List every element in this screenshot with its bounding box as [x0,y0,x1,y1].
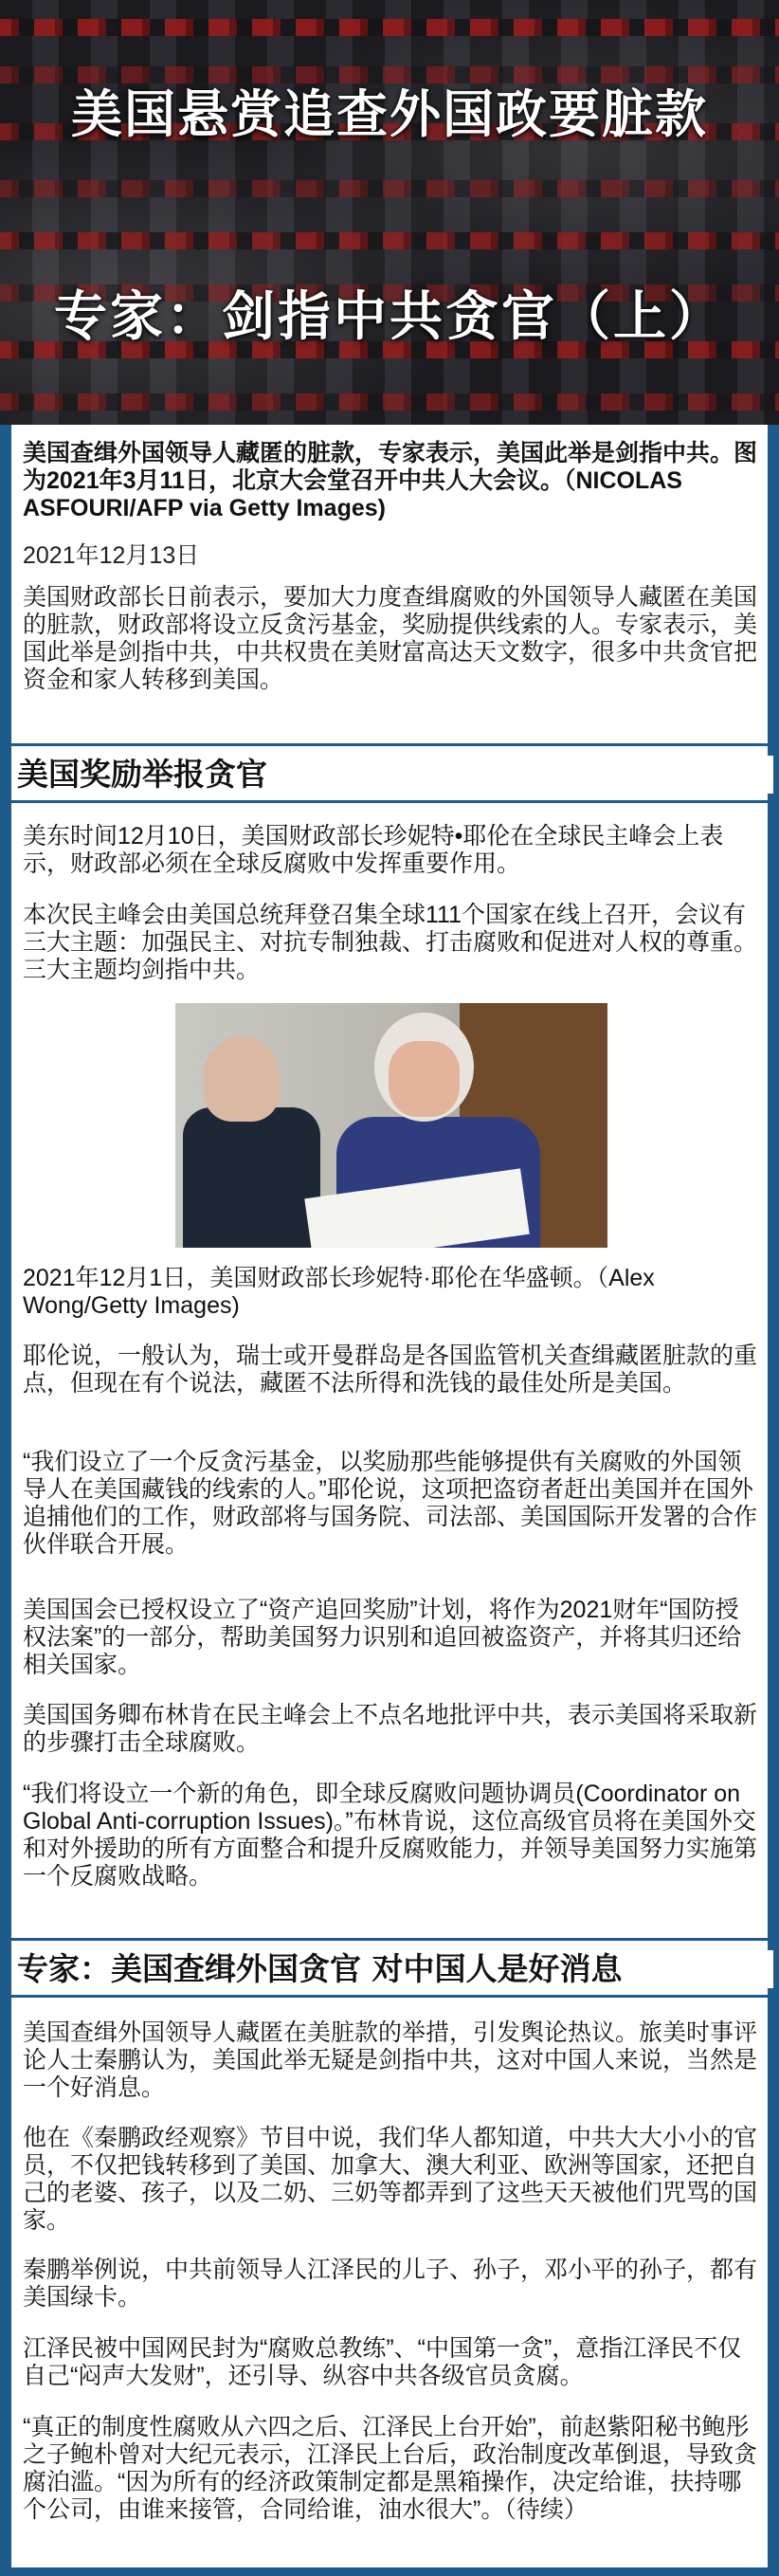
article-body [11,425,768,2567]
section-heading: 美国奖励举报贪官 [11,756,773,794]
paragraph: 江泽民被中国网民封为“腐败总教练”、“中国第一贪”，意指江泽民不仅自己“闷声大发财”，还引导、纵容中共各级官员贪腐。 [23,2335,742,2389]
headline-line1: 美国悬赏追查外国政要脏款 [71,84,708,144]
headline-line2: 专家：剑指中共贪官（上） [54,286,725,348]
article-date: 2021年12月13日 [23,542,200,569]
paragraph: 美东时间12月10日，美国财政部长珍妮特•耶伦在全球民主峰会上表示，财政部必须在全球反腐败中发挥重要作用。 [23,823,724,877]
paragraph: 美国国会已授权设立了“资产追回奖励”计划，将作为2021财年“国防授权法案”的一部分，帮助美国努力识别和追回被盗资产，并将其归还给相关国家。 [23,1597,742,1678]
paragraph: 美国查缉外国领导人藏匿在美脏款的举措，引发舆论热议。旅美时事评论人士秦鹏认为，美国此举无疑是剑指中共，这对中国人来说，当然是一个好消息。 [23,2019,758,2101]
photo-caption: 美国查缉外国领导人藏匿的脏款，专家表示，美国此举是剑指中共。图为2021年3月11日，北京大会堂召开中共人大会议。（NICOLAS ASFOURI/AFP via Getty Images) [23,440,758,521]
section-rule [11,1938,768,1941]
paragraph: “我们设立了一个反贪污基金，以奖励那些能够提供有关腐败的外国领导人在美国藏钱的线索的人。”耶伦说，这项把盗窃者赶出美国并在国外追捕他们的工作，财政部将与国务院、司法部、美国国际开发署的合作伙伴联合开展。 [23,1449,758,1558]
paragraph: 美国国务卿布林肯在民主峰会上不点名地批评中共，表示美国将采取新的步骤打击全球腐败。 [23,1702,758,1756]
section-rule [11,800,768,803]
intro-paragraph: 美国财政部长日前表示，要加大力度查缉腐败的外国领导人藏匿在美国的脏款，财政部将设立反贪污基金，奖励提供线索的人。专家表示，美国此举是剑指中共，中共权贵在美财富高达天文数字，很多中共贪官把资金和家人转移到美国。 [23,584,758,693]
hero-banner [0,0,779,425]
paragraph: 他在《秦鹏政经观察》节目中说，我们华人都知道，中共大大小小的官员，不仅把钱转移到了美国、加拿大、澳大利亚、欧洲等国家，还把自己的老婆、孩子，以及二奶、三奶等都弄到了这些天天被他们咒骂的国家。 [23,2125,758,2234]
paragraph: “我们将设立一个新的角色，即全球反腐败问题协调员(Coordinator on Global Anti-corruption Issues)。”布林肯说，这位高级官员将在美国外交和对外援助的所有方面整合和提升反腐败能力，并领导美国努力实施第一个反腐败战略。 [23,1781,758,1890]
section-heading: 专家：美国查缉外国贪官 对中国人是好消息 [11,1950,773,1988]
photo-caption: 2021年12月1日，美国财政部长珍妮特·耶伦在华盛顿。（Alex Wong/Getty Images) [23,1265,655,1319]
section-rule [11,743,768,746]
paragraph: 本次民主峰会由美国总统拜登召集全球111个国家在线上召开，会议有三大主题：加强民主、对抗专制独裁、打击腐败和促进对人权的尊重。三大主题均剑指中共。 [23,902,758,983]
paragraph: 耶伦说，一般认为，瑞士或开曼群岛是各国监管机关查缉藏匿脏款的重点，但现在有个说法，藏匿不法所得和洗钱的最佳处所是美国。 [23,1343,758,1397]
paragraph: “真正的制度性腐败从六四之后、江泽民上台开始”，前赵紫阳秘书鲍彤之子鲍朴曾对大纪元表示，江泽民上台后，政治制度改革倒退，导致贪腐泊滥。“因为所有的经济政策制定都是黑箱操作，决定给谁，扶持哪个公司，由谁来接管，合同给谁，油水很大”。（待续） [23,2414,758,2523]
paragraph: 秦鹏举例说，中共前领导人江泽民的儿子、孙子，邓小平的孙子，都有美国绿卡。 [23,2256,758,2311]
section-rule [11,1995,768,1998]
hero-photo-crowd [0,0,779,425]
article-photo [175,1003,607,1248]
